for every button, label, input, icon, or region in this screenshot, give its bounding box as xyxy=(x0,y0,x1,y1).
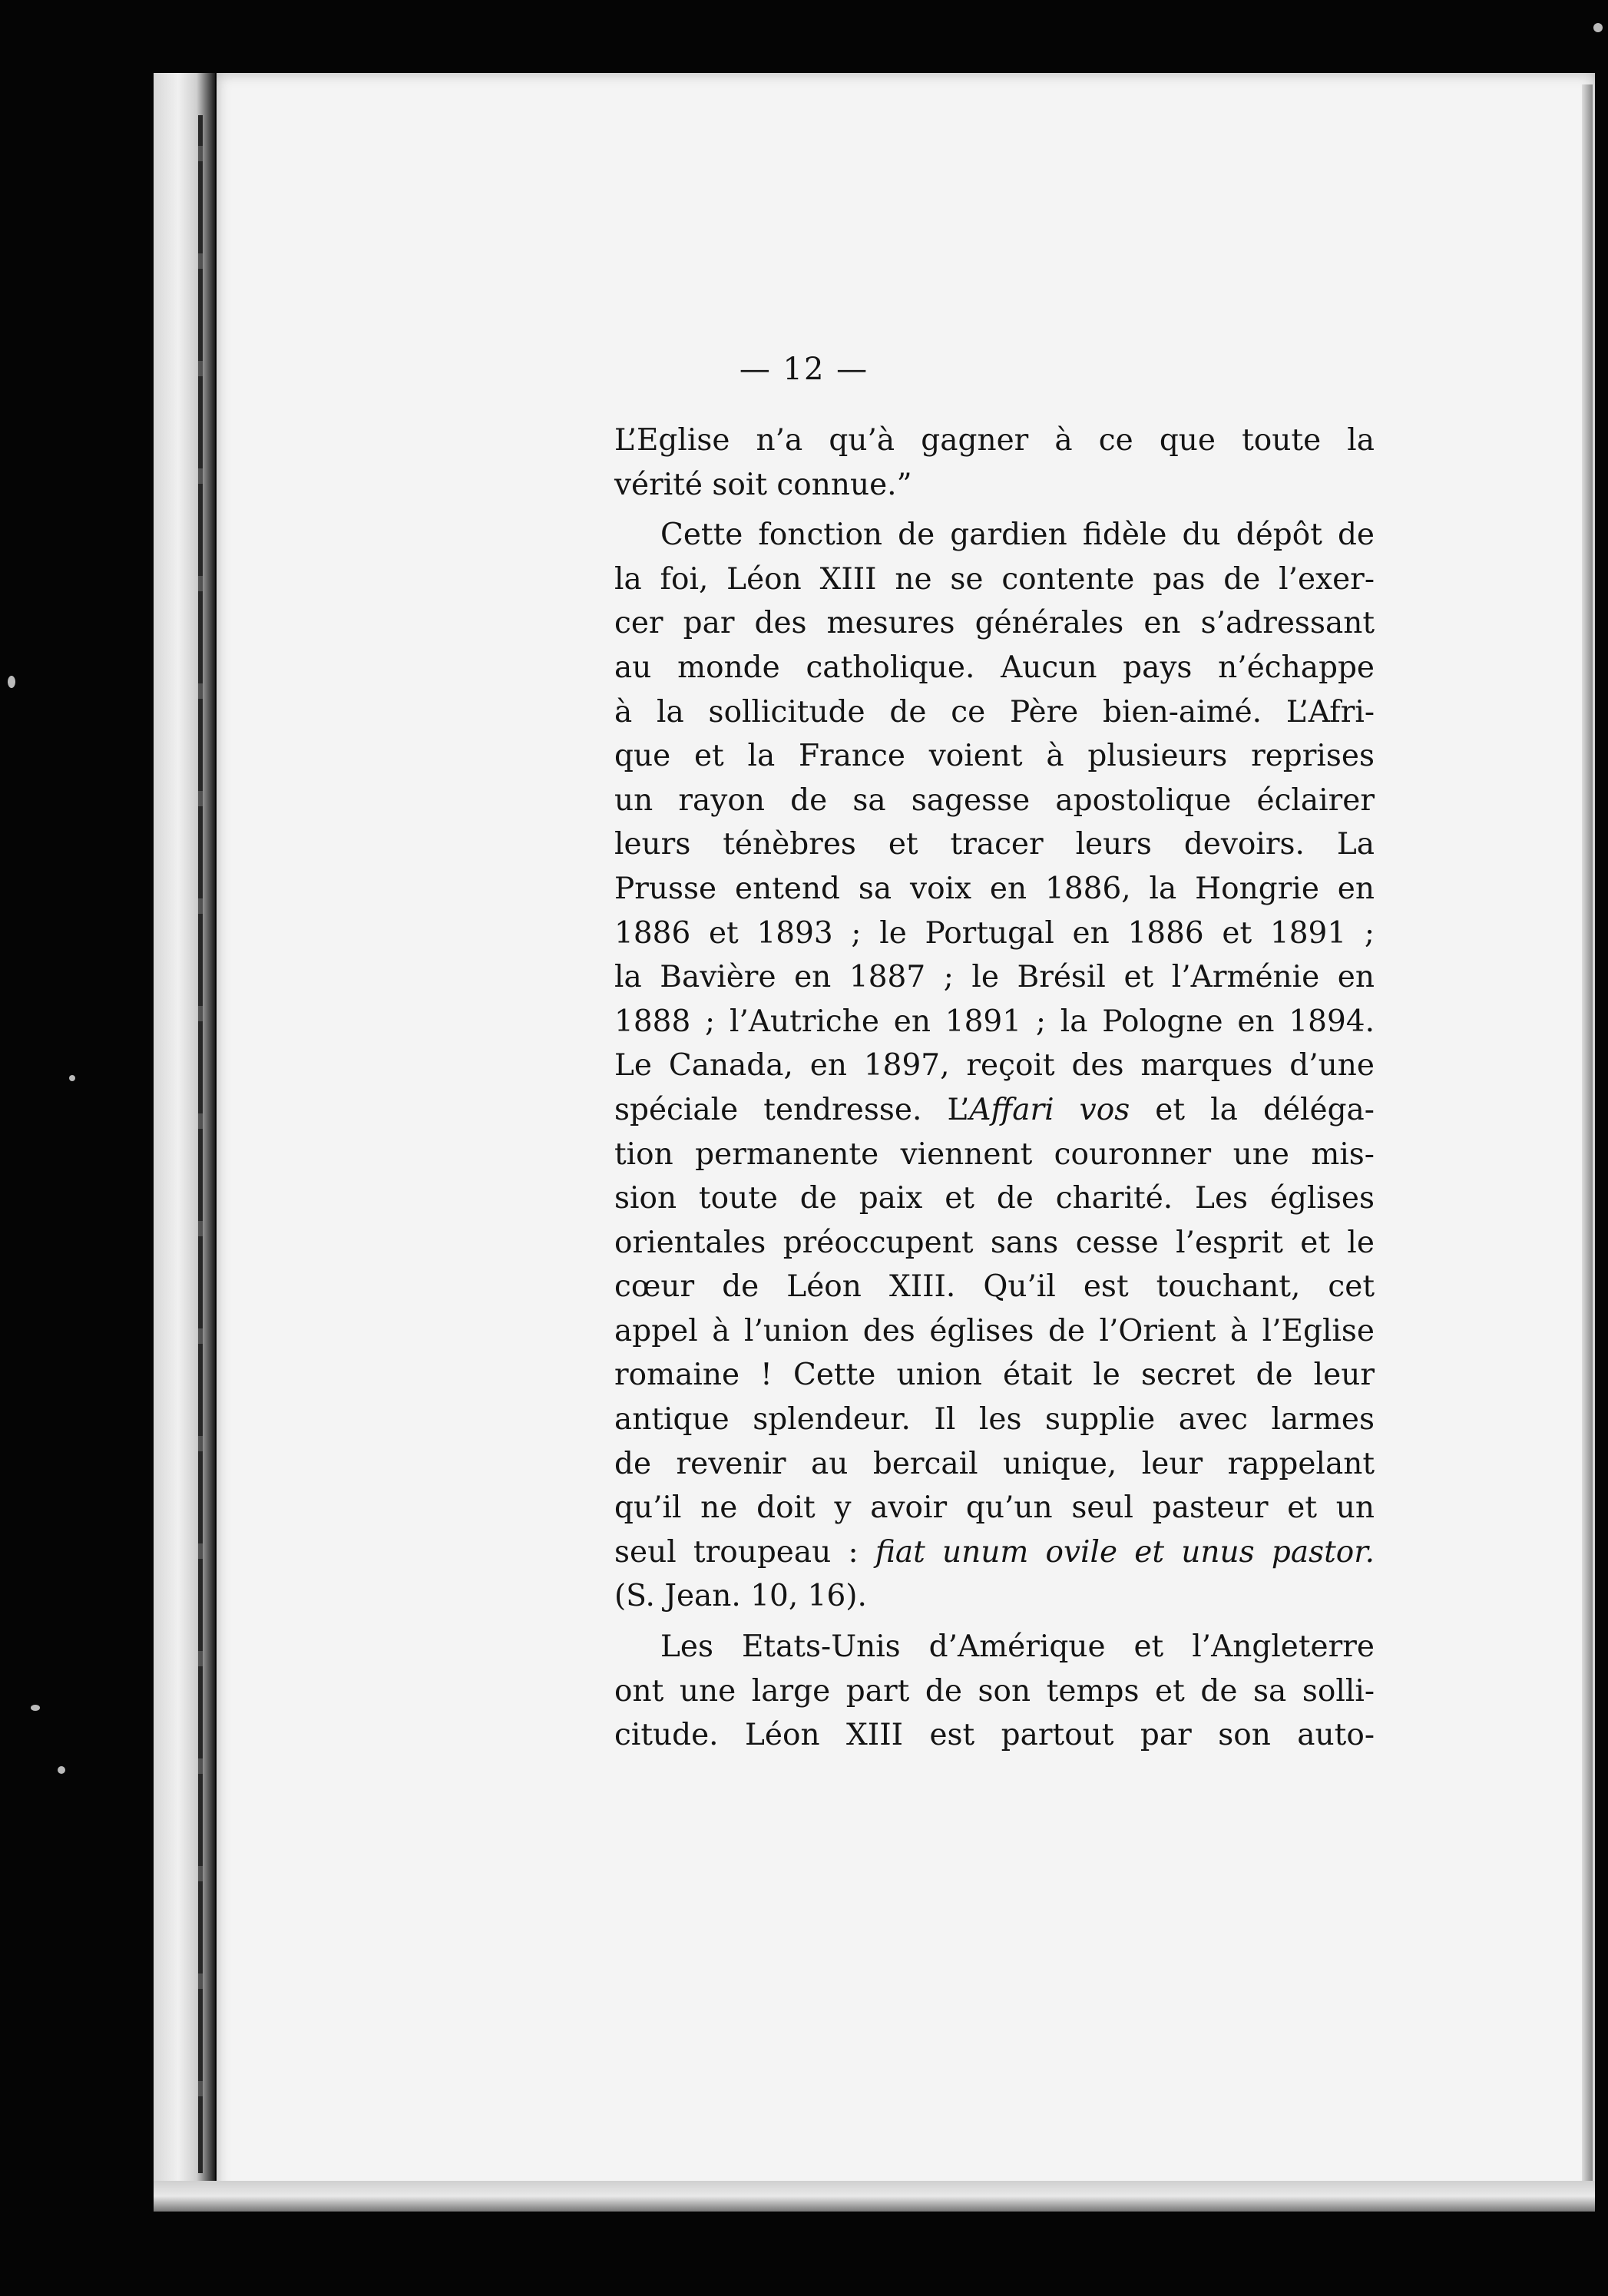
text-line: que et la France voient à plusieurs reprises xyxy=(614,739,1375,774)
text-run: et la déléga- xyxy=(1130,1092,1375,1127)
italic-title: Affari vos xyxy=(969,1092,1130,1127)
scan-speck xyxy=(31,1705,40,1711)
text-line: sion toute de paix et de charité. Les églises xyxy=(614,1181,1375,1216)
scan-speck xyxy=(8,676,15,688)
text-line: 1888 ; l’Autriche en 1891 ; la Pologne en 1894. xyxy=(614,1004,1375,1039)
page-bottom-edge xyxy=(154,2181,1595,2212)
text-line: citude. Léon XIII est partout par son auto- xyxy=(614,1718,1375,1753)
text-line-with-italic xyxy=(614,1088,1375,1133)
body-text xyxy=(614,419,1375,1758)
text-line: ont une large part de son temps et de sa solli- xyxy=(614,1673,1375,1709)
binding-shadow xyxy=(198,115,203,2173)
text-line: la foi, Léon XIII ne se contente pas de l’exer- xyxy=(614,561,1375,597)
text-line: Cette fonction de gardien fidèle du dépôt de xyxy=(660,518,1375,553)
text-line: romaine ! Cette union était le secret de leur xyxy=(614,1358,1375,1393)
text-line: qu’il ne doit y avoir qu’un seul pasteur et un xyxy=(614,1490,1375,1526)
text-line: au monde catholique. Aucun pays n’échappe xyxy=(614,650,1375,685)
text-line: de revenir au bercail unique, leur rappelant xyxy=(614,1446,1375,1481)
text-line: Prusse entend sa voix en 1886, la Hongrie en xyxy=(614,871,1375,906)
scan-speck xyxy=(69,1075,75,1081)
page-number: — 12 — xyxy=(739,352,869,387)
text-line: un rayon de sa sagesse apostolique éclairer xyxy=(614,782,1375,818)
text-line: la Bavière en 1887 ; le Brésil et l’Arménie en xyxy=(614,960,1375,995)
text-line: cœur de Léon XIII. Qu’il est touchant, cet xyxy=(614,1269,1375,1305)
page-right-edge xyxy=(1582,84,1593,2196)
text-run: spéciale tendresse. L’ xyxy=(614,1092,970,1127)
text-line: tion permanente viennent couronner une mis- xyxy=(614,1136,1375,1172)
text-line: vérité soit connue.” xyxy=(614,467,912,502)
text-line: antique splendeur. Il les supplie avec larmes xyxy=(614,1402,1375,1437)
text-line: appel à l’union des églises de l’Orient à l’Eglise xyxy=(614,1313,1375,1348)
text-run: seul troupeau : xyxy=(614,1534,875,1570)
text-line: L’Eglise n’a qu’à gagner à ce que toute la xyxy=(614,423,1375,458)
latin-quote: fiat unum ovile et unus pastor. xyxy=(875,1534,1375,1570)
binding-edge xyxy=(154,73,215,2204)
text-line: 1886 et 1893 ; le Portugal en 1886 et 1891 ; xyxy=(614,915,1375,951)
text-line: à la sollicitude de ce Père bien-aimé. L’Afri- xyxy=(614,694,1375,729)
text-line: Le Canada, en 1897, reçoit des marques d’une xyxy=(614,1048,1375,1083)
text-line: (S. Jean. 10, 16). xyxy=(614,1579,867,1614)
scan-speck xyxy=(1593,23,1603,32)
scan-speck xyxy=(58,1766,65,1774)
text-line: Les Etats-Unis d’Amérique et l’Angleterre xyxy=(660,1629,1375,1665)
text-line: orientales préoccupent sans cesse l’esprit et le xyxy=(614,1225,1375,1260)
text-line: cer par des mesures générales en s’adressant xyxy=(614,606,1375,641)
text-line-with-italic xyxy=(614,1530,1375,1575)
text-line: leurs ténèbres et tracer leurs devoirs. La xyxy=(614,827,1375,862)
